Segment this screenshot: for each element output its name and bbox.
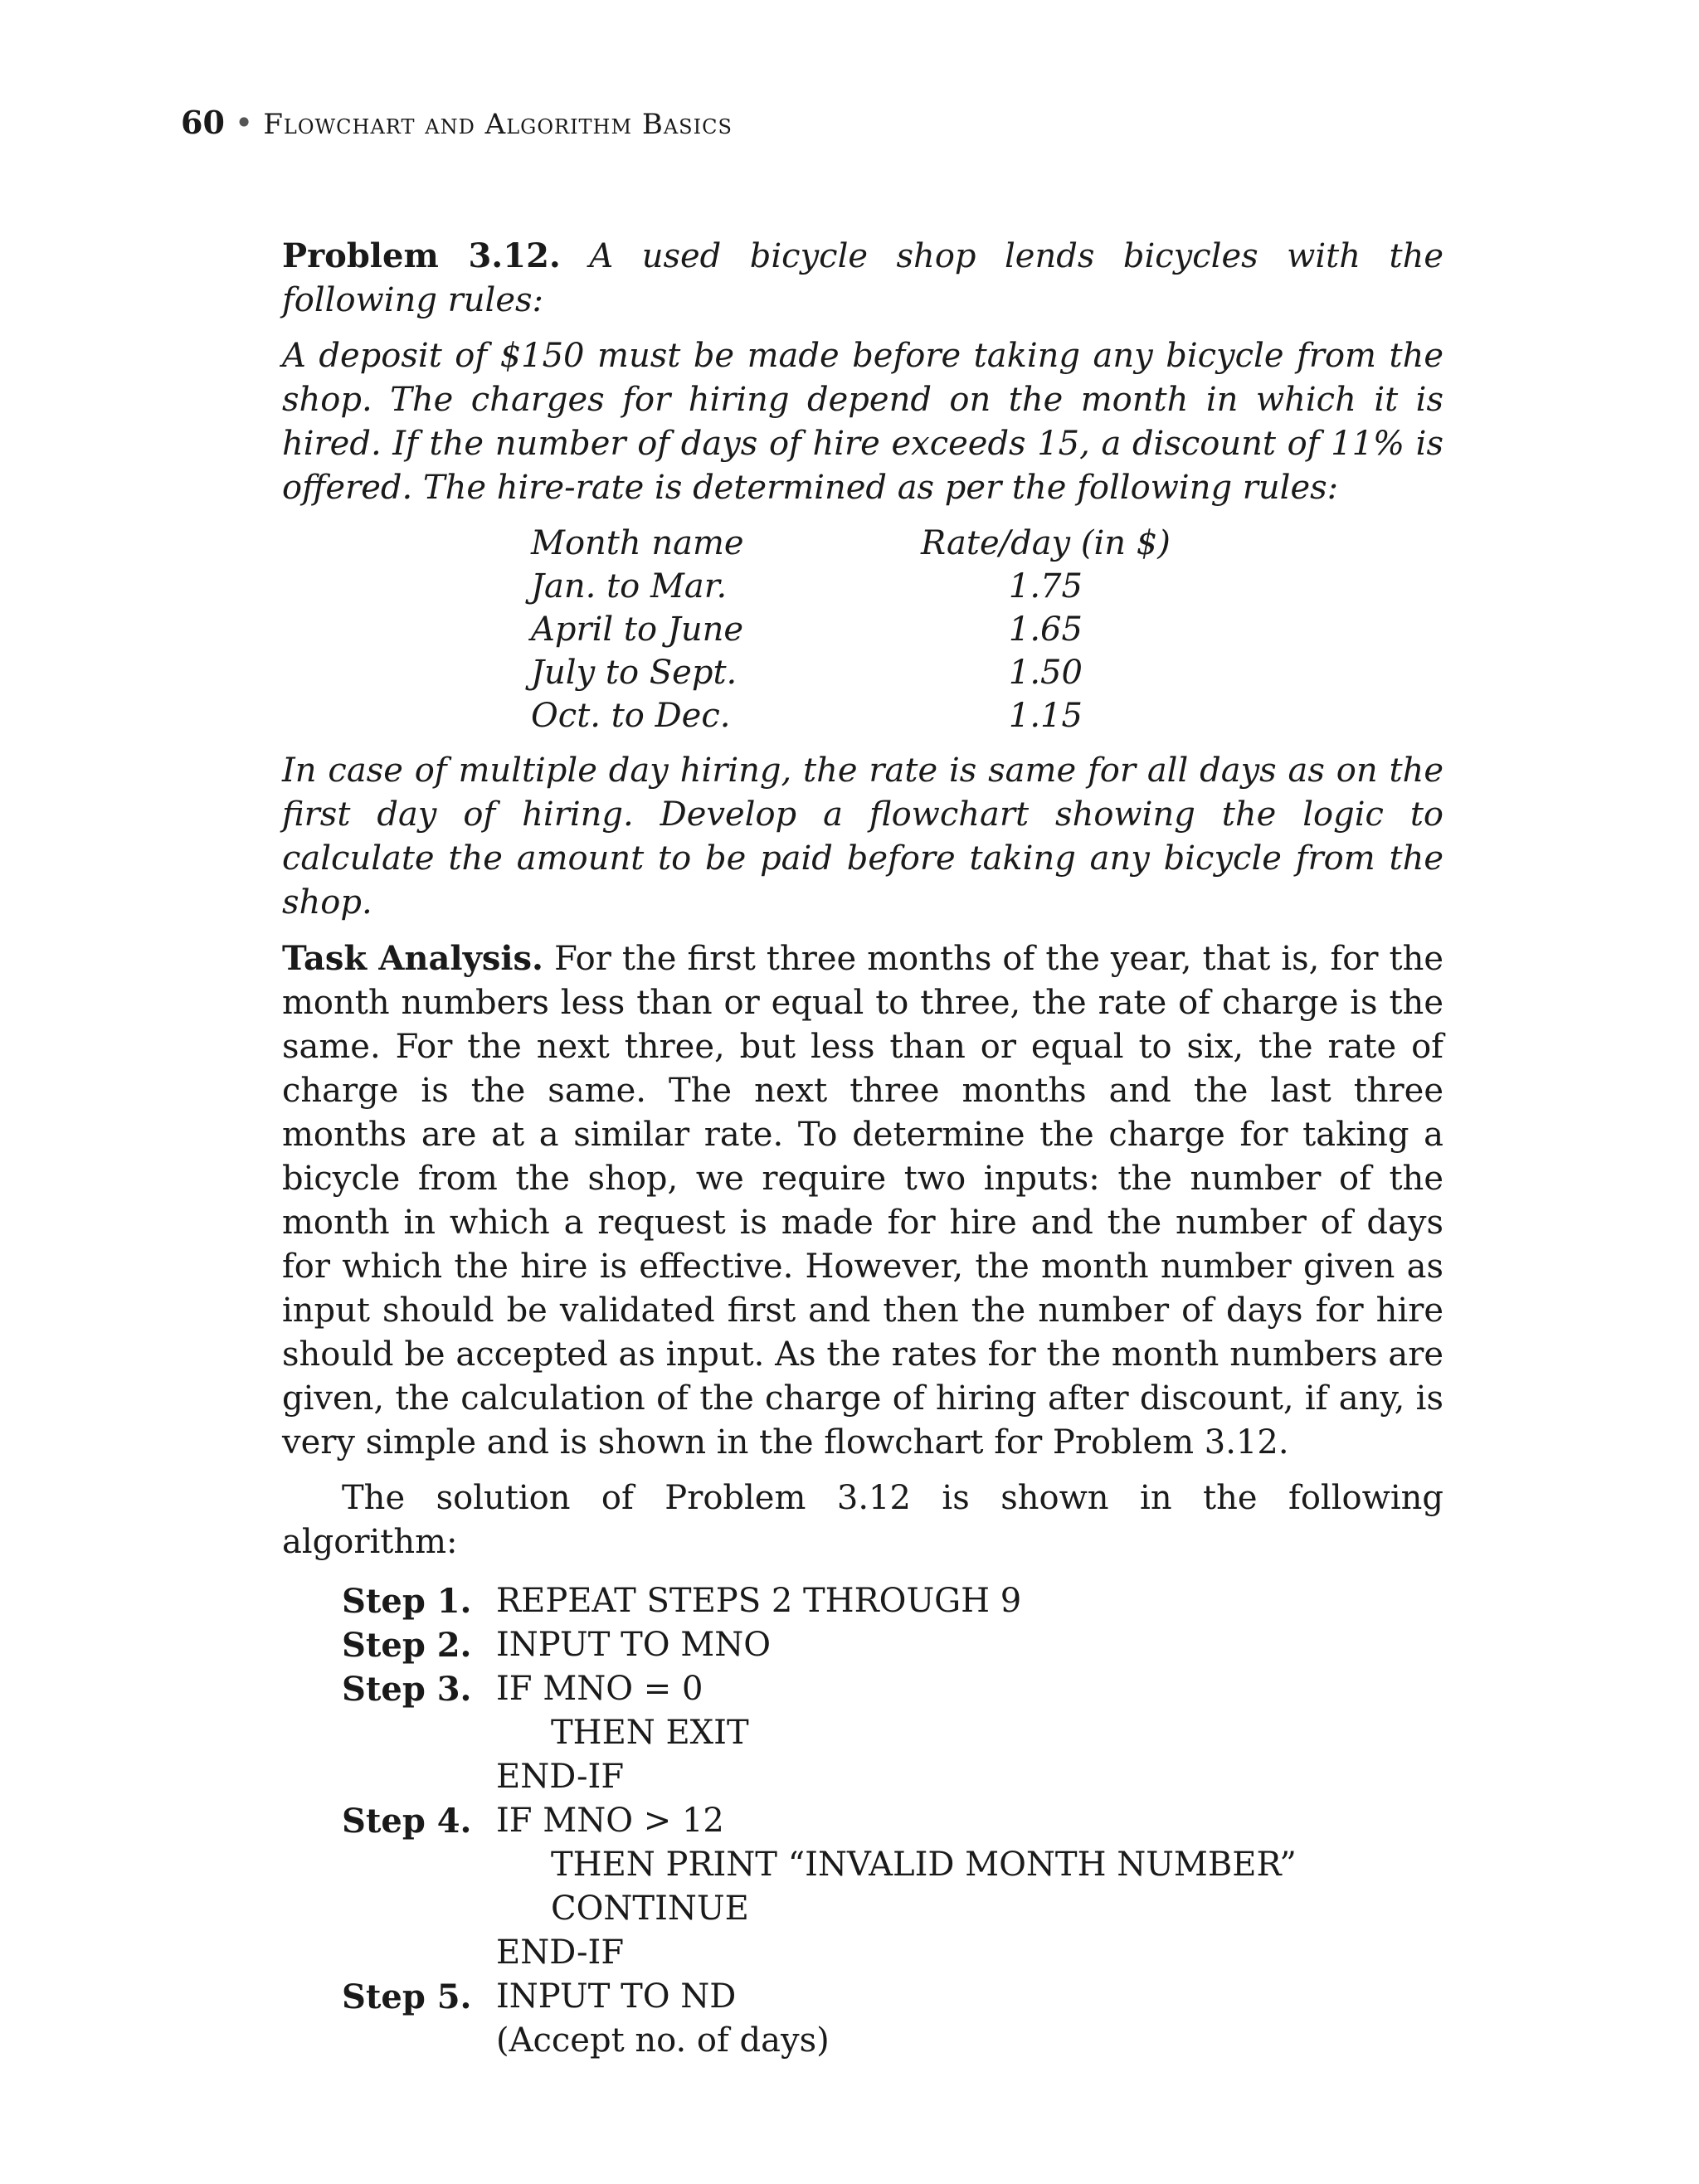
table-cell-month: Jan. to Mar. (531, 567, 728, 606)
table-row (531, 651, 1171, 694)
algorithm-step (342, 1799, 1297, 1975)
step-body (496, 1799, 1297, 1975)
step-body (496, 1667, 1297, 1799)
table-header-rate: Rate/day (in $) (921, 524, 1171, 562)
step-label: Step 4. (342, 1802, 472, 1841)
table-row (531, 694, 1171, 737)
step-line: INPUT TO MNO (496, 1626, 772, 1664)
problem-closing-paragraph: In case of multiple day hiring, the rate is same for all days as on the first day of hiring. Develop a flowchart showing the logic to calculate the amount to be paid before taking any bicycle from the shop. (282, 752, 1443, 922)
step-line: IF MNO > 12 (496, 1802, 724, 1840)
page-number: 60 (181, 104, 225, 141)
running-header (181, 103, 733, 144)
problem-intro (282, 234, 1443, 323)
step-line: THEN EXIT (551, 1714, 749, 1752)
step-body (496, 1579, 1297, 1623)
step-line: END-IF (496, 1933, 625, 1972)
table-header-month: Month name (531, 524, 744, 562)
header-separator: • (234, 105, 254, 141)
problem-label: Problem 3.12. (282, 236, 561, 275)
step-line: (Accept no. of days) (496, 2021, 830, 2060)
table-cell-month: April to June (531, 610, 744, 649)
running-title: Flowchart and Algorithm Basics (263, 108, 733, 141)
step-label: Step 5. (342, 1977, 472, 2016)
table-cell-rate: 1.65 (1008, 610, 1083, 649)
step-body (496, 1975, 1297, 2063)
page-body (282, 234, 1443, 2063)
step-label: Step 2. (342, 1626, 472, 1665)
problem-intro-text: A used bicycle shop lends bicycles with the following rules: (282, 237, 1443, 319)
task-analysis-paragraph (282, 936, 1443, 1465)
table-cell-rate: 1.50 (1008, 654, 1083, 692)
table-cell-rate: 1.75 (1008, 567, 1083, 606)
step-line: INPUT TO ND (496, 1977, 737, 2016)
algorithm-step (342, 1623, 1297, 1667)
algorithm-step (342, 1975, 1297, 2063)
step-line: THEN PRINT “INVALID MONTH NUMBER” (551, 1846, 1297, 1884)
hire-rate-table (531, 522, 1171, 737)
table-cell-month: Oct. to Dec. (531, 697, 731, 735)
table-cell-month: July to Sept. (531, 654, 738, 692)
algorithm-steps (342, 1579, 1297, 2063)
step-label: Step 3. (342, 1670, 472, 1709)
algorithm-step (342, 1667, 1297, 1799)
step-line: CONTINUE (551, 1890, 749, 1928)
problem-rules-paragraph: A deposit of $150 must be made before taking any bicycle from the shop. The charges for hiring depend on the month in which it is hired. If the number of days of hire exceeds 15, a discount of 11% is offered. The hire-rate is determined as per the following rules: (282, 337, 1443, 507)
step-label: Step 1. (342, 1582, 472, 1621)
step-body (496, 1623, 1297, 1667)
task-analysis-text: For the first three months of the year, that is, for the month numbers less than or equal to three, the rate of charge is the same. For the next three, but less than or equal to six, the rate of charge is the same. The next three months and the last three months are at a similar rate. To determine the charge for taking a bicycle from the shop, we require two inputs: the number of the month in which a request is made for hire and the number of days for which the hire is effective. However, the month number given as input should be validated first and then the number of days for hire should be accepted as input. As the rates for the month numbers are given, the calculation of the charge of hiring after discount, if any, is very simple and is shown in the flowchart for Problem 3.12. (282, 940, 1444, 1462)
step-line: REPEAT STEPS 2 THROUGH 9 (496, 1582, 1022, 1620)
algorithm-step (342, 1579, 1297, 1623)
table-cell-rate: 1.15 (1008, 697, 1083, 735)
step-line: IF MNO = 0 (496, 1670, 703, 1708)
table-row (531, 608, 1171, 651)
solution-intro: The solution of Problem 3.12 is shown in the following algorithm: (282, 1479, 1443, 1561)
task-analysis-label: Task Analysis. (282, 939, 543, 978)
table-header-row (531, 522, 1171, 565)
step-line: END-IF (496, 1758, 625, 1796)
table-row (531, 565, 1171, 608)
